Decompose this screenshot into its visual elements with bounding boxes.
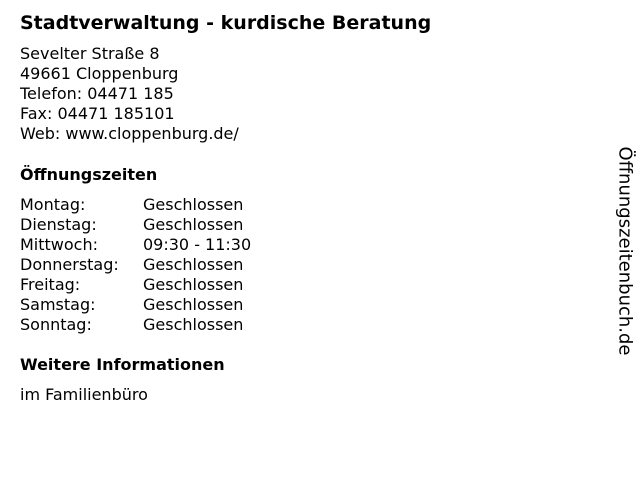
hours-day: Montag: [20, 195, 86, 214]
website-text: Web: www.cloppenburg.de/ [20, 124, 239, 143]
hours-day: Mittwoch: [20, 235, 98, 254]
phone-number: Telefon: 04471 185 [20, 84, 174, 103]
hours-row-tuesday [20, 215, 590, 235]
page-title: Stadtverwaltung - kurdische Beratung [20, 12, 432, 34]
hours-row-friday [20, 275, 590, 295]
hours-time: Geschlossen [143, 275, 244, 294]
opening-hours-table [20, 195, 590, 335]
hours-row-wednesday [20, 235, 590, 255]
hours-day: Samstag: [20, 295, 96, 314]
hours-day: Donnerstag: [20, 255, 119, 274]
hours-row-monday [20, 195, 590, 215]
hours-row-sunday [20, 315, 590, 335]
opening-hours-heading: Öffnungszeiten [20, 165, 158, 184]
city-address: 49661 Cloppenburg [20, 64, 179, 83]
further-information-text: im Familienbüro [20, 385, 148, 404]
further-information-heading: Weitere Informationen [20, 355, 225, 374]
hours-time: Geschlossen [143, 255, 244, 274]
address-block [20, 44, 590, 144]
hours-row-saturday [20, 295, 590, 315]
hours-day: Freitag: [20, 275, 81, 294]
hours-row-thursday [20, 255, 590, 275]
hours-day: Sonntag: [20, 315, 92, 334]
listing-content [20, 10, 590, 405]
hours-time: Geschlossen [143, 315, 244, 334]
hours-time: Geschlossen [143, 195, 244, 214]
vertical-brand-label [612, 138, 638, 364]
brand-text: Öffnungszeitenbuch.de [615, 146, 636, 356]
hours-time: Geschlossen [143, 295, 244, 314]
street-address: Sevelter Straße 8 [20, 44, 160, 63]
hours-day: Dienstag: [20, 215, 97, 234]
hours-time: 09:30 - 11:30 [143, 235, 252, 254]
hours-time: Geschlossen [143, 215, 244, 234]
fax-number: Fax: 04471 185101 [20, 104, 175, 123]
